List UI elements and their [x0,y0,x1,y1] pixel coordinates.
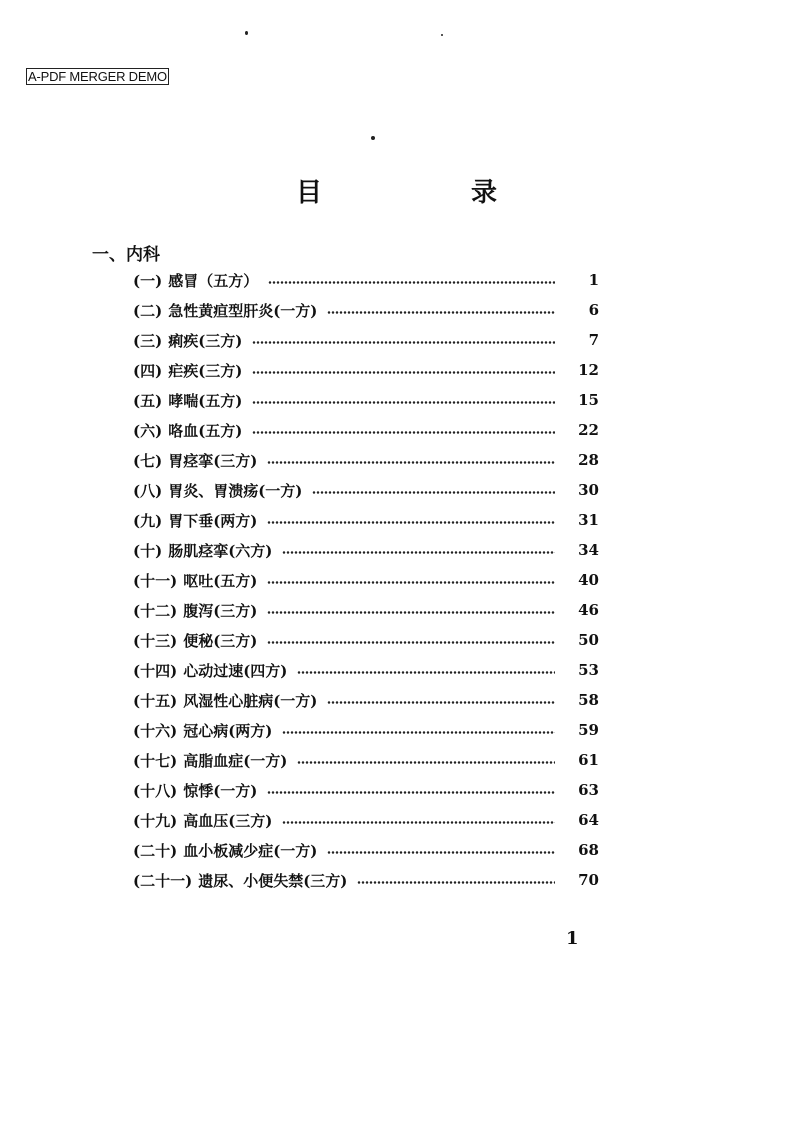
toc-entry [133,775,599,805]
dot-leader [267,641,555,644]
toc-entry-title: 便秘(三方) [183,631,258,650]
scan-speck [371,136,375,140]
toc-entry-page: 1 [588,271,599,289]
toc-entry-number: (二) [133,301,163,320]
toc-entry-number: (三) [133,331,163,350]
toc-entry-page: 40 [578,571,599,589]
dot-leader [252,371,555,374]
toc-entry [133,745,599,775]
toc-entry-title: 胃痉挛(三方) [168,451,258,470]
table-of-contents [133,265,599,895]
toc-entry-title: 疟疾(三方) [168,361,243,380]
toc-entry-page: 70 [578,871,599,889]
toc-entry-number: (十五) [133,691,178,710]
toc-entry-page: 61 [578,751,599,769]
toc-entry-number: (八) [133,481,163,500]
toc-entry-number: (九) [133,511,163,530]
toc-entry [133,325,599,355]
toc-entry [133,445,599,475]
toc-entry-number: (十四) [133,661,178,680]
dot-leader [252,431,555,434]
toc-entry-title: 遗尿、小便失禁(三方) [198,871,348,890]
dot-leader [327,311,555,314]
toc-entry-page: 50 [578,631,599,649]
toc-entry-page: 28 [578,451,599,469]
dot-leader [268,281,555,284]
toc-entry-title: 心动过速(四方) [183,661,288,680]
toc-entry-number: (二十一) [133,871,193,890]
toc-entry [133,535,599,565]
toc-entry-number: (十一) [133,571,178,590]
toc-entry [133,475,599,505]
toc-entry-number: (七) [133,451,163,470]
toc-entry [133,655,599,685]
toc-entry [133,715,599,745]
toc-entry [133,595,599,625]
toc-entry-title: 急性黄疸型肝炎(一方) [168,301,318,320]
toc-entry-title: 感冒（五方） [168,271,259,290]
dot-leader [312,491,555,494]
toc-entry [133,685,599,715]
toc-entry-number: (六) [133,421,163,440]
toc-entry-page: 7 [588,331,599,349]
toc-entry-title: 痢疾(三方) [168,331,243,350]
toc-entry [133,865,599,895]
toc-entry-title: 胃炎、胃溃疡(一方) [168,481,303,500]
dot-leader [297,671,555,674]
toc-entry [133,805,599,835]
dot-leader [267,791,555,794]
dot-leader [267,521,555,524]
toc-entry-page: 68 [578,841,599,859]
toc-entry-number: (一) [133,271,163,290]
toc-entry-title: 风湿性心脏病(一方) [183,691,318,710]
scan-speck [245,31,248,35]
toc-entry-title: 惊悸(一方) [183,781,258,800]
toc-entry [133,385,599,415]
dot-leader [297,761,555,764]
toc-entry-number: (十七) [133,751,178,770]
toc-entry-title: 高脂血症(一方) [183,751,288,770]
toc-entry-page: 6 [588,301,599,319]
toc-entry [133,505,599,535]
toc-entry-page: 46 [578,601,599,619]
dot-leader [252,401,555,404]
toc-entry-title: 血小板减少症(一方) [183,841,318,860]
toc-entry-title: 腹泻(三方) [183,601,258,620]
toc-entry-title: 咯血(五方) [168,421,243,440]
toc-entry [133,265,599,295]
toc-entry-number: (二十) [133,841,178,860]
dot-leader [282,821,555,824]
toc-entry-number: (十九) [133,811,178,830]
toc-entry-page: 15 [578,391,599,409]
toc-entry-title: 肠肌痉挛(六方) [168,541,273,560]
toc-entry-title: 胃下垂(两方) [168,511,258,530]
dot-leader [282,731,555,734]
toc-entry-number: (五) [133,391,163,410]
toc-entry [133,625,599,655]
toc-entry-page: 53 [578,661,599,679]
dot-leader [252,341,555,344]
toc-entry-title: 冠心病(两方) [183,721,273,740]
toc-entry-title: 哮喘(五方) [168,391,243,410]
section-heading: 一、内科 [92,245,160,265]
toc-entry-page: 58 [578,691,599,709]
dot-leader [267,461,555,464]
toc-entry [133,415,599,445]
dot-leader [327,701,555,704]
toc-entry-title: 呕吐(五方) [183,571,258,590]
toc-entry-number: (十八) [133,781,178,800]
toc-entry [133,835,599,865]
dot-leader [327,851,555,854]
toc-entry-number: (四) [133,361,163,380]
toc-entry-page: 34 [578,541,599,559]
dot-leader [267,611,555,614]
toc-entry-number: (十六) [133,721,178,740]
toc-entry-page: 12 [578,361,599,379]
toc-entry-number: (十) [133,541,163,560]
toc-entry [133,355,599,385]
toc-entry-page: 30 [578,481,599,499]
page-title: 目 录 [295,178,568,208]
toc-entry [133,565,599,595]
toc-entry-page: 59 [578,721,599,739]
dot-leader [267,581,555,584]
toc-entry-number: (十二) [133,601,178,620]
toc-entry-page: 22 [578,421,599,439]
page-number: 1 [566,928,579,949]
toc-entry-number: (十三) [133,631,178,650]
scan-speck [441,34,443,36]
toc-entry [133,295,599,325]
toc-entry-title: 高血压(三方) [183,811,273,830]
dot-leader [282,551,555,554]
watermark-text: A-PDF MERGER DEMO [28,69,167,84]
toc-entry-page: 64 [578,811,599,829]
dot-leader [357,881,555,884]
toc-entry-page: 63 [578,781,599,799]
toc-entry-page: 31 [578,511,599,529]
